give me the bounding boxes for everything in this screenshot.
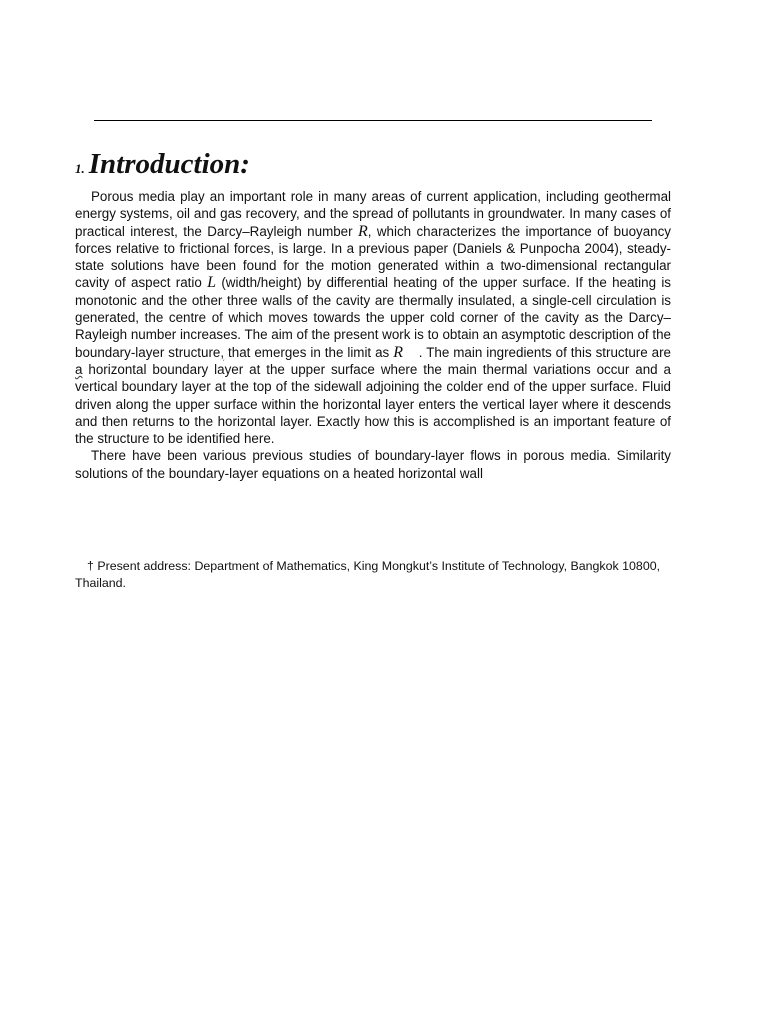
p1-segment-2: , which characterizes the importance of buoyancy forces relative to frictional forces, is large. In a previous paper (Daniels & Punpocha 2004), steady-state solutions have been found for the motion generated within a two-dimensional rectangular cavity of aspect ratio — [75, 223, 671, 291]
math-symbol-R-limit: R — [393, 343, 403, 361]
p1-segment-4: that emerges in the limit as — [224, 344, 394, 360]
section-number: 1. — [75, 161, 85, 176]
section-heading — [75, 148, 250, 181]
spellcheck-mark-article: a — [75, 361, 83, 377]
body-text — [75, 188, 671, 482]
paragraph-2: There have been various previous studies of boundary-layer flows in porous media. Similarity solutions of the boundary-layer equations on a heated horizontal wall — [75, 448, 671, 481]
p1-segment-5: . The main ingredients of this structure are — [402, 344, 671, 360]
math-symbol-R: R — [357, 222, 368, 240]
header-rule — [94, 120, 652, 121]
footnote-text: † Present address: Department of Mathematics, King Mongkut’s Institute of Technology, Bangkok 10800, Thailand. — [75, 559, 661, 590]
footnote — [75, 558, 671, 591]
p1-segment-3: (width/height) by differential heating of the upper surface. If the heating is monotonic and the other three walls of the cavity are thermally insulated, a single-cell circulation is generated, the centre of which moves towards the upper cold corner of the cavity as the Darcy–Rayleigh number increases. The aim of the present work is to obtain an asymptotic description of the boundary-layer structure — [75, 275, 671, 360]
p1-segment-1: Porous media play an important role in many areas of current application, including geothermal energy systems, oil and gas recovery, and the spread of pollutants in groundwater. In many cases of practical interest, the Darcy–Rayleigh number — [75, 189, 671, 239]
spellcheck-mark-comma: , — [220, 344, 225, 360]
math-symbol-L: L — [207, 274, 217, 292]
section-title: Introduction: — [88, 148, 250, 180]
p1-segment-6: horizontal boundary layer at the upper surface where the main thermal variations occur and a vertical boundary layer at the top of the sidewall adjoining the colder end of the upper surface. Fluid driven along the upper surface within the horizontal layer enters the vertical layer where it descends and then returns to the horizontal layer. Exactly how this is accomplished is an important feature of the structure to be identified here. — [75, 361, 671, 447]
paragraph-1 — [75, 188, 671, 447]
